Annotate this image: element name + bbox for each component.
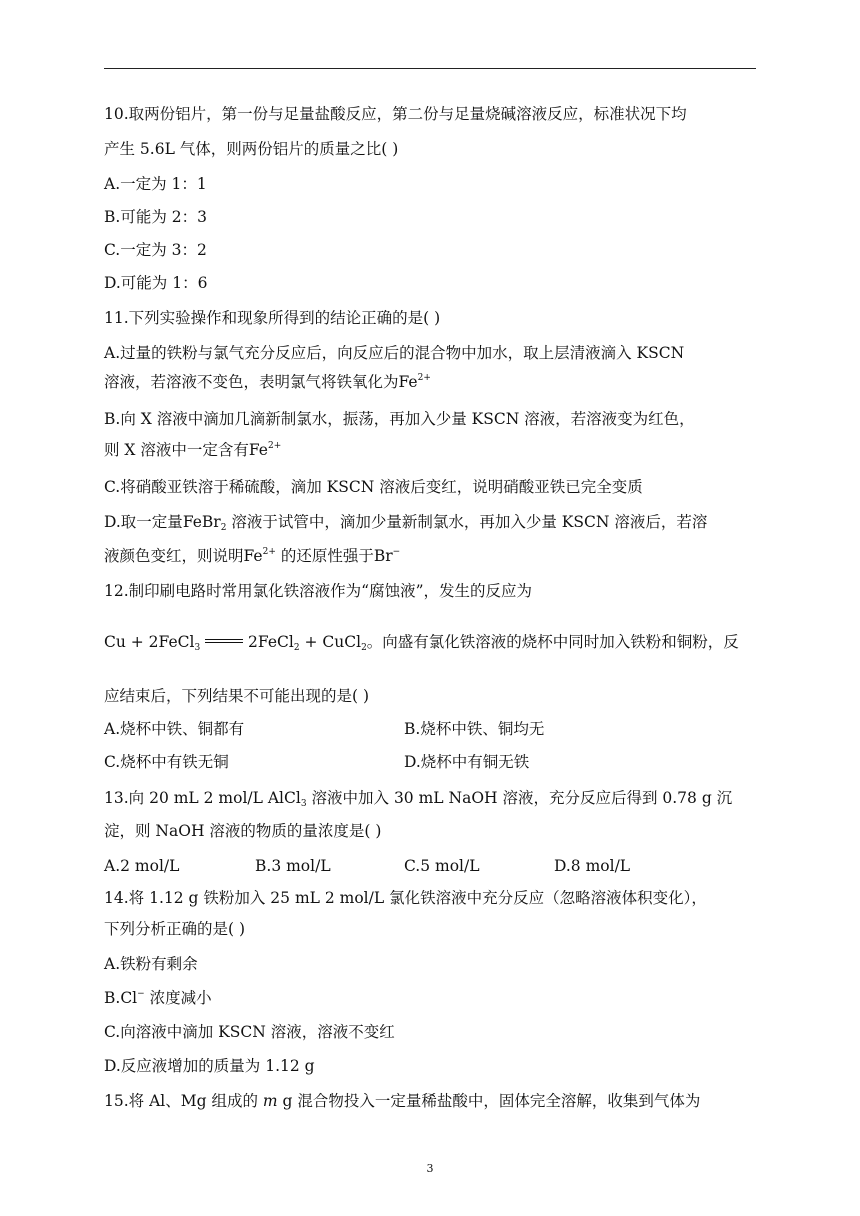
q14-option-d: D.反应液增加的质量为 1.12 g	[104, 1057, 315, 1075]
q14-stem-line1: 14.将 1.12 g 铁粉加入 25 mL 2 mol/L 氯化铁溶液中充分反应（忽略溶液体积变化），	[104, 889, 707, 907]
q14-option-a: A.铁粉有剩余	[104, 955, 198, 973]
q14-option-b: B.Cl− 浓度减小	[104, 989, 212, 1007]
q10-option-c: C.一定为 3：2	[104, 241, 207, 259]
q12-stem-line3: 应结束后，下列结果不可能出现的是( )	[104, 687, 370, 705]
q14-stem-line2: 下列分析正确的是( )	[104, 920, 246, 938]
q10-option-a: A.一定为 1：1	[104, 175, 207, 193]
q10-option-b: B.可能为 2：3	[104, 208, 207, 226]
q10-option-d: D.可能为 1：6	[104, 274, 208, 292]
q13-option-b: B.3 mol/L	[255, 857, 331, 875]
q10-stem-line1: 10.取两份铝片，第一份与足量盐酸反应，第二份与足量烧碱溶液反应，标准状况下均	[104, 105, 687, 123]
q12-equation-line: Cu + 2FeCl$_3$ 2FeCl$_2$ + CuCl$_2$。向盛有氯化铁溶液的烧杯中同时加入铁粉和铜粉，反	[104, 633, 739, 653]
q11-option-d-line2: 液颜色变红，则说明$Fe^{2+}$ 的还原性强于Br−	[104, 547, 401, 565]
q11-option-b-line1: B.向 X 溶液中滴加几滴新制氯水，振荡，再加入少量 KSCN 溶液，若溶液变为红色，	[104, 410, 695, 428]
q11-option-d-line1: D.取一定量FeBr$_2$ 溶液于试管中，滴加少量新制氯水，再加入少量 KSCN 溶液后，若溶	[104, 513, 708, 533]
q15-stem-line1: 15.将 Al、Mg 组成的 m g 混合物投入一定量稀盐酸中，固体完全溶解，收集到气体为	[104, 1092, 701, 1110]
header-rule	[104, 68, 756, 69]
q12-stem: 12.制印刷电路时常用氯化铁溶液作为“腐蚀液”，发生的反应为	[104, 582, 533, 600]
q11-option-c: C.将硝酸亚铁溶于稀硫酸，滴加 KSCN 溶液后变红，说明硝酸亚铁已完全变质	[104, 478, 643, 496]
q13-option-d: D.8 mol/L	[554, 857, 631, 875]
q13-stem-line1: 13.向 20 mL 2 mol/L AlCl$_3$ 溶液中加入 30 mL NaOH 溶液，充分反应后得到 0.78 g 沉	[104, 789, 733, 809]
q13-option-a: A.2 mol/L	[104, 857, 180, 875]
q11-option-a-line2: 溶液，若溶液不变色，表明氯气将铁氧化为$Fe^{2+}$	[104, 373, 431, 391]
q11-option-b-line2: 则 X 溶液中一定含有$Fe^{2+}$	[104, 441, 282, 459]
q12-option-a: A.烧杯中铁、铜都有	[104, 720, 245, 738]
q12-option-d: D.烧杯中有铜无铁	[404, 753, 530, 771]
q12-option-c: C.烧杯中有铁无铜	[104, 753, 229, 771]
q11-option-a-line1: A.过量的铁粉与氯气充分反应后，向反应后的混合物中加水，取上层清液滴入 KSCN	[104, 344, 685, 362]
q13-stem-line2: 淀，则 NaOH 溶液的物质的量浓度是( )	[104, 822, 382, 840]
q10-stem-line2: 产生 5.6L 气体，则两份铝片的质量之比( )	[104, 140, 399, 158]
q12-option-b: B.烧杯中铁、铜均无	[404, 720, 545, 738]
page-number: 3	[426, 1162, 434, 1175]
q11-stem: 11.下列实验操作和现象所得到的结论正确的是( )	[104, 309, 441, 327]
q13-option-c: C.5 mol/L	[404, 857, 480, 875]
q14-option-c: C.向溶液中滴加 KSCN 溶液，溶液不变红	[104, 1023, 395, 1041]
